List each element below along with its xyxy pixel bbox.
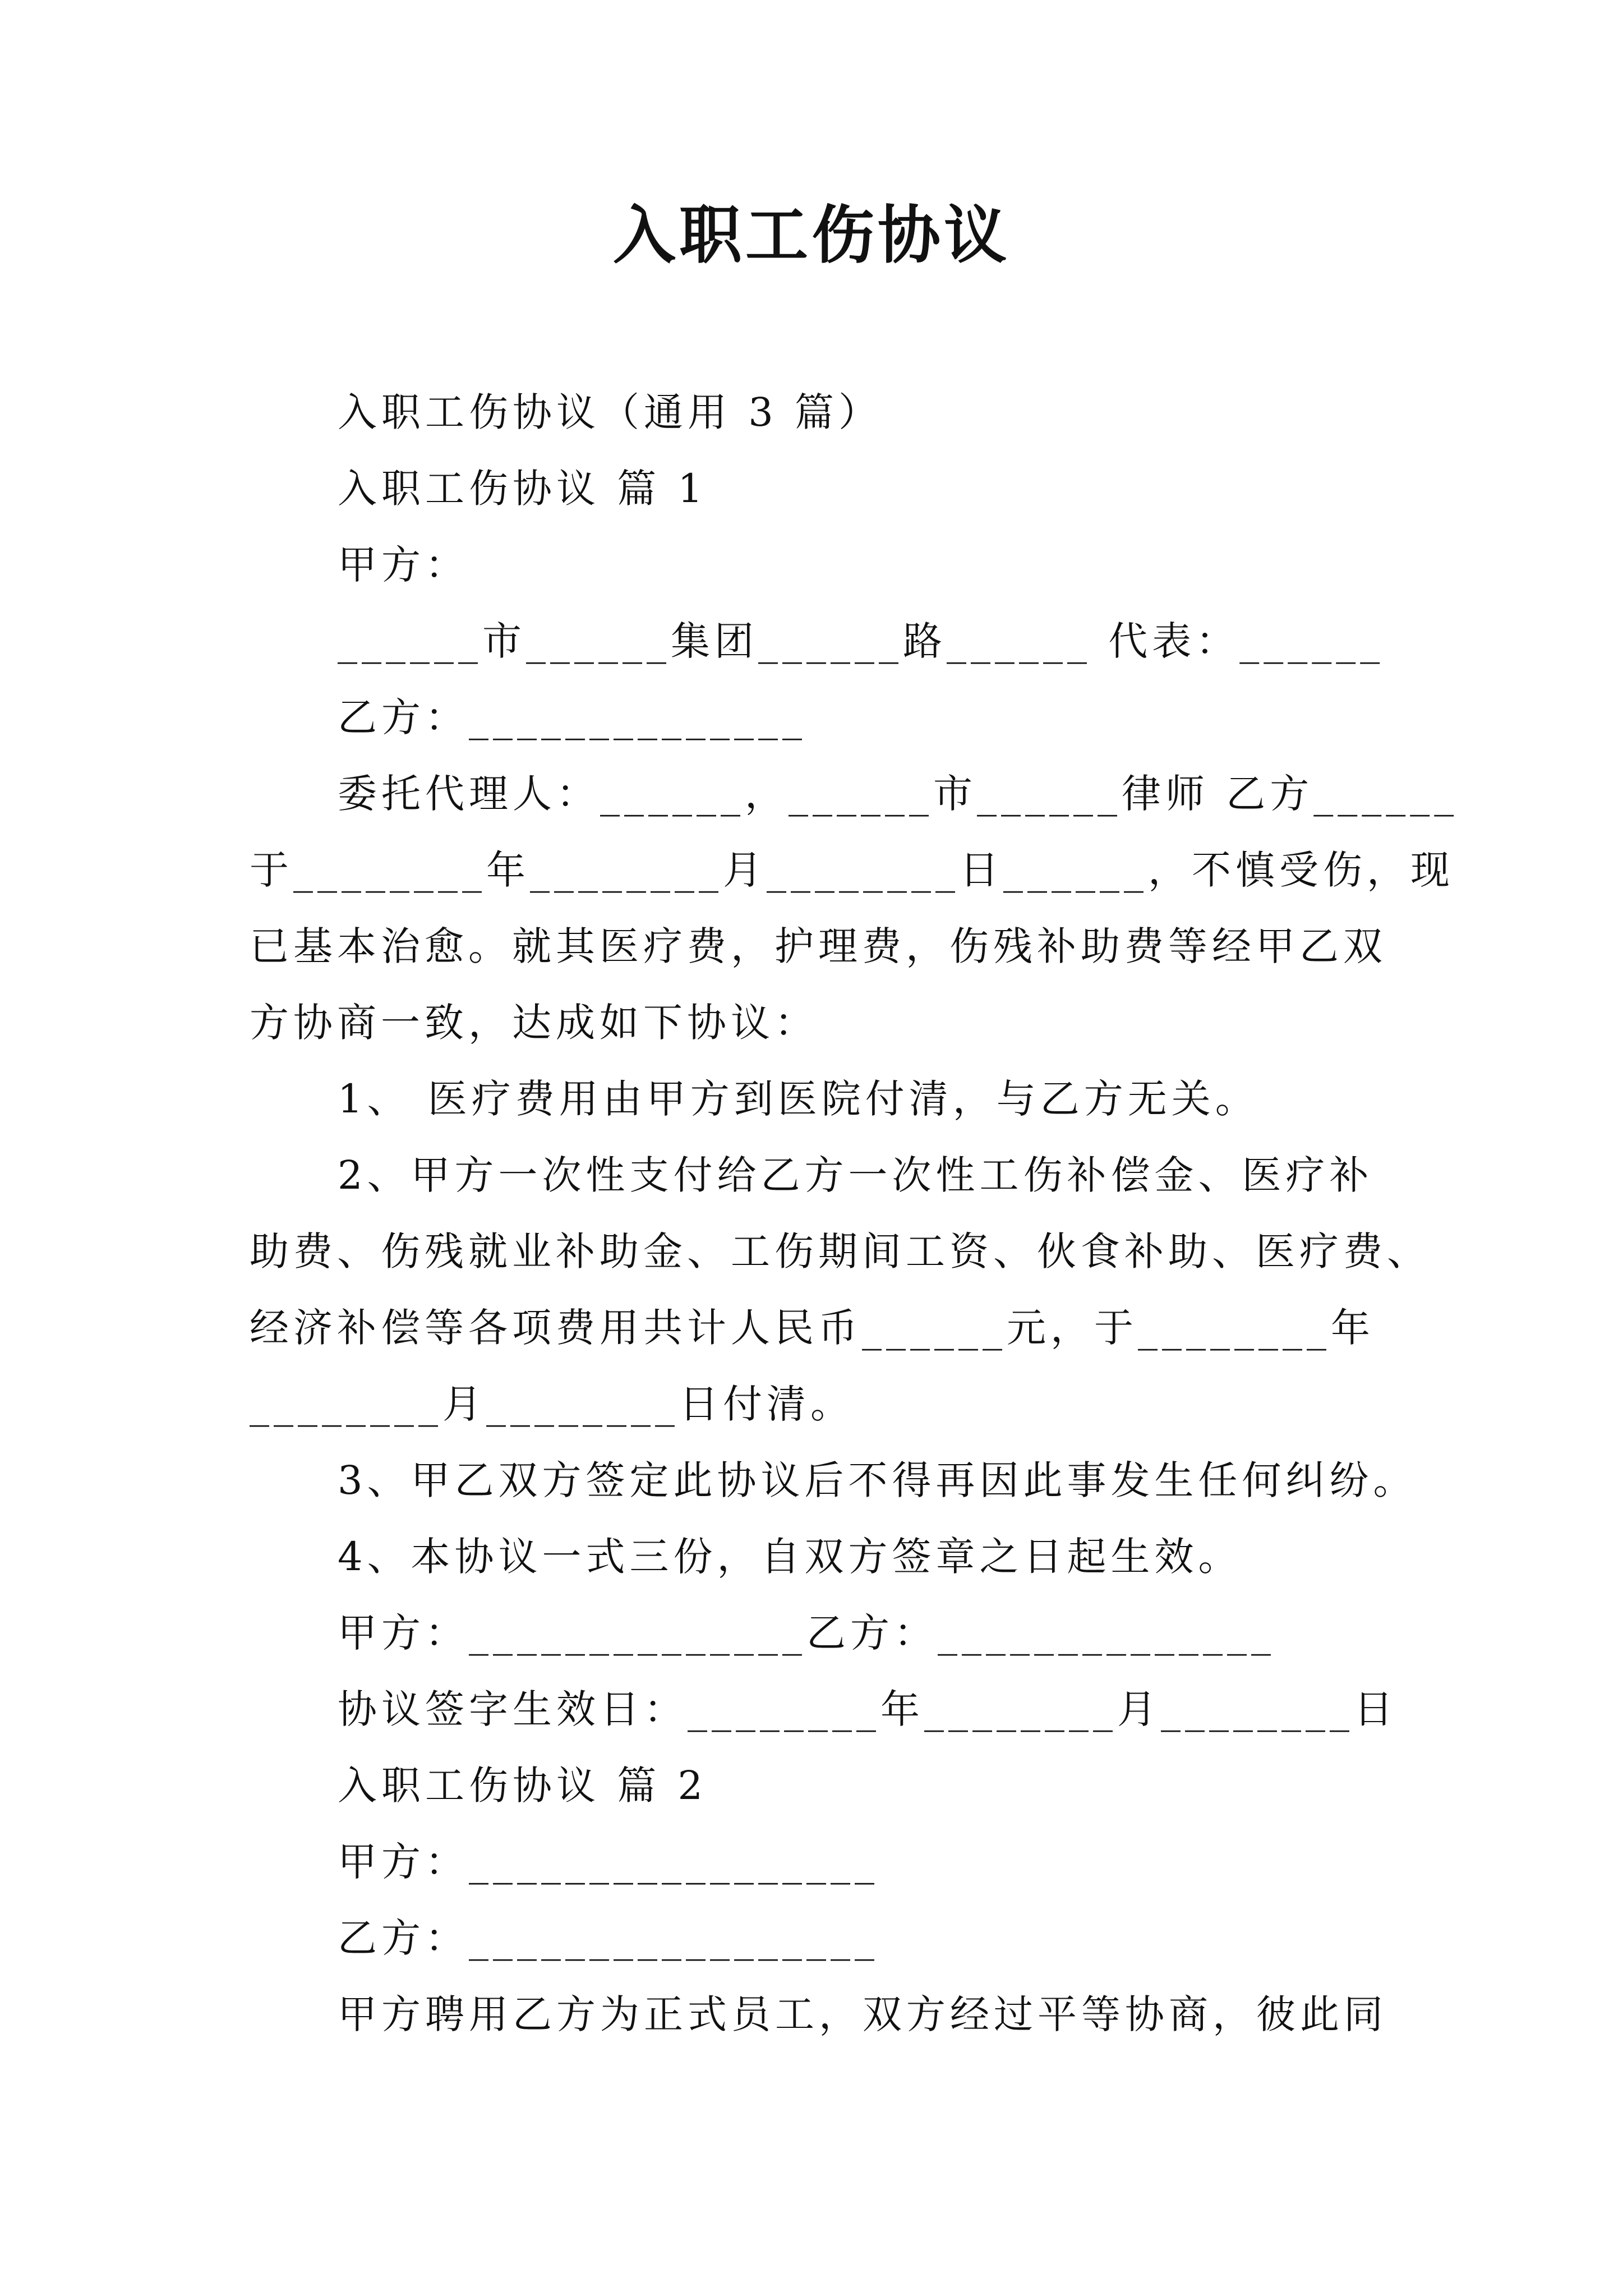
party-a-label-2: 甲方：_________________ — [338, 1839, 879, 1885]
signature-line: 甲方：______________乙方：______________ — [338, 1610, 1275, 1656]
clause-3: 3、甲乙双方签定此协议后不得再因此事发生任何纠纷。 — [338, 1457, 1417, 1503]
clause-2-cont: ________月________日付清。 — [250, 1381, 854, 1427]
party-b-label-2: 乙方：_________________ — [338, 1915, 879, 1961]
party-a-address: ______市______集团______路______ 代表：______ — [338, 618, 1385, 664]
body-line: 方协商一致，达成如下协议： — [250, 1000, 818, 1046]
clause-2-cont: 经济补偿等各项费用共计人民币______元，于________年 — [250, 1305, 1375, 1351]
section-heading-2: 入职工伤协议 篇 2 — [338, 1763, 708, 1809]
clause-2: 2、甲方一次性支付给乙方一次性工伤补偿金、医疗补 — [338, 1152, 1373, 1198]
clause-1: 1、 医疗费用由甲方到医院付清，与乙方无关。 — [338, 1076, 1259, 1122]
party-a-label: 甲方： — [338, 542, 469, 588]
document-title: 入职工伤协议 — [613, 199, 1010, 272]
section-heading-1: 入职工伤协议 篇 1 — [338, 466, 708, 512]
party-b-label: 乙方：______________ — [338, 694, 806, 740]
effective-date-line: 协议签字生效日：________年________月________日 — [338, 1686, 1398, 1732]
body-line: 甲方聘用乙方为正式员工，双方经过平等协商，彼此同 — [338, 1991, 1387, 2037]
body-line: 已基本治愈。就其医疗费，护理费，伤残补助费等经甲乙双 — [250, 923, 1387, 969]
doc-subtitle: 入职工伤协议（通用 3 篇） — [338, 389, 883, 435]
body-line: 于________年________月________日______，不慎受伤，现 — [250, 847, 1454, 893]
clause-2-cont: 助费、伤残就业补助金、工伤期间工资、伙食补助、医疗费、 — [250, 1228, 1431, 1274]
clause-4: 4、本协议一式三份，自双方签章之日起生效。 — [338, 1534, 1242, 1580]
agent-line: 委托代理人：______，______市______律师 乙方______ — [338, 771, 1459, 817]
